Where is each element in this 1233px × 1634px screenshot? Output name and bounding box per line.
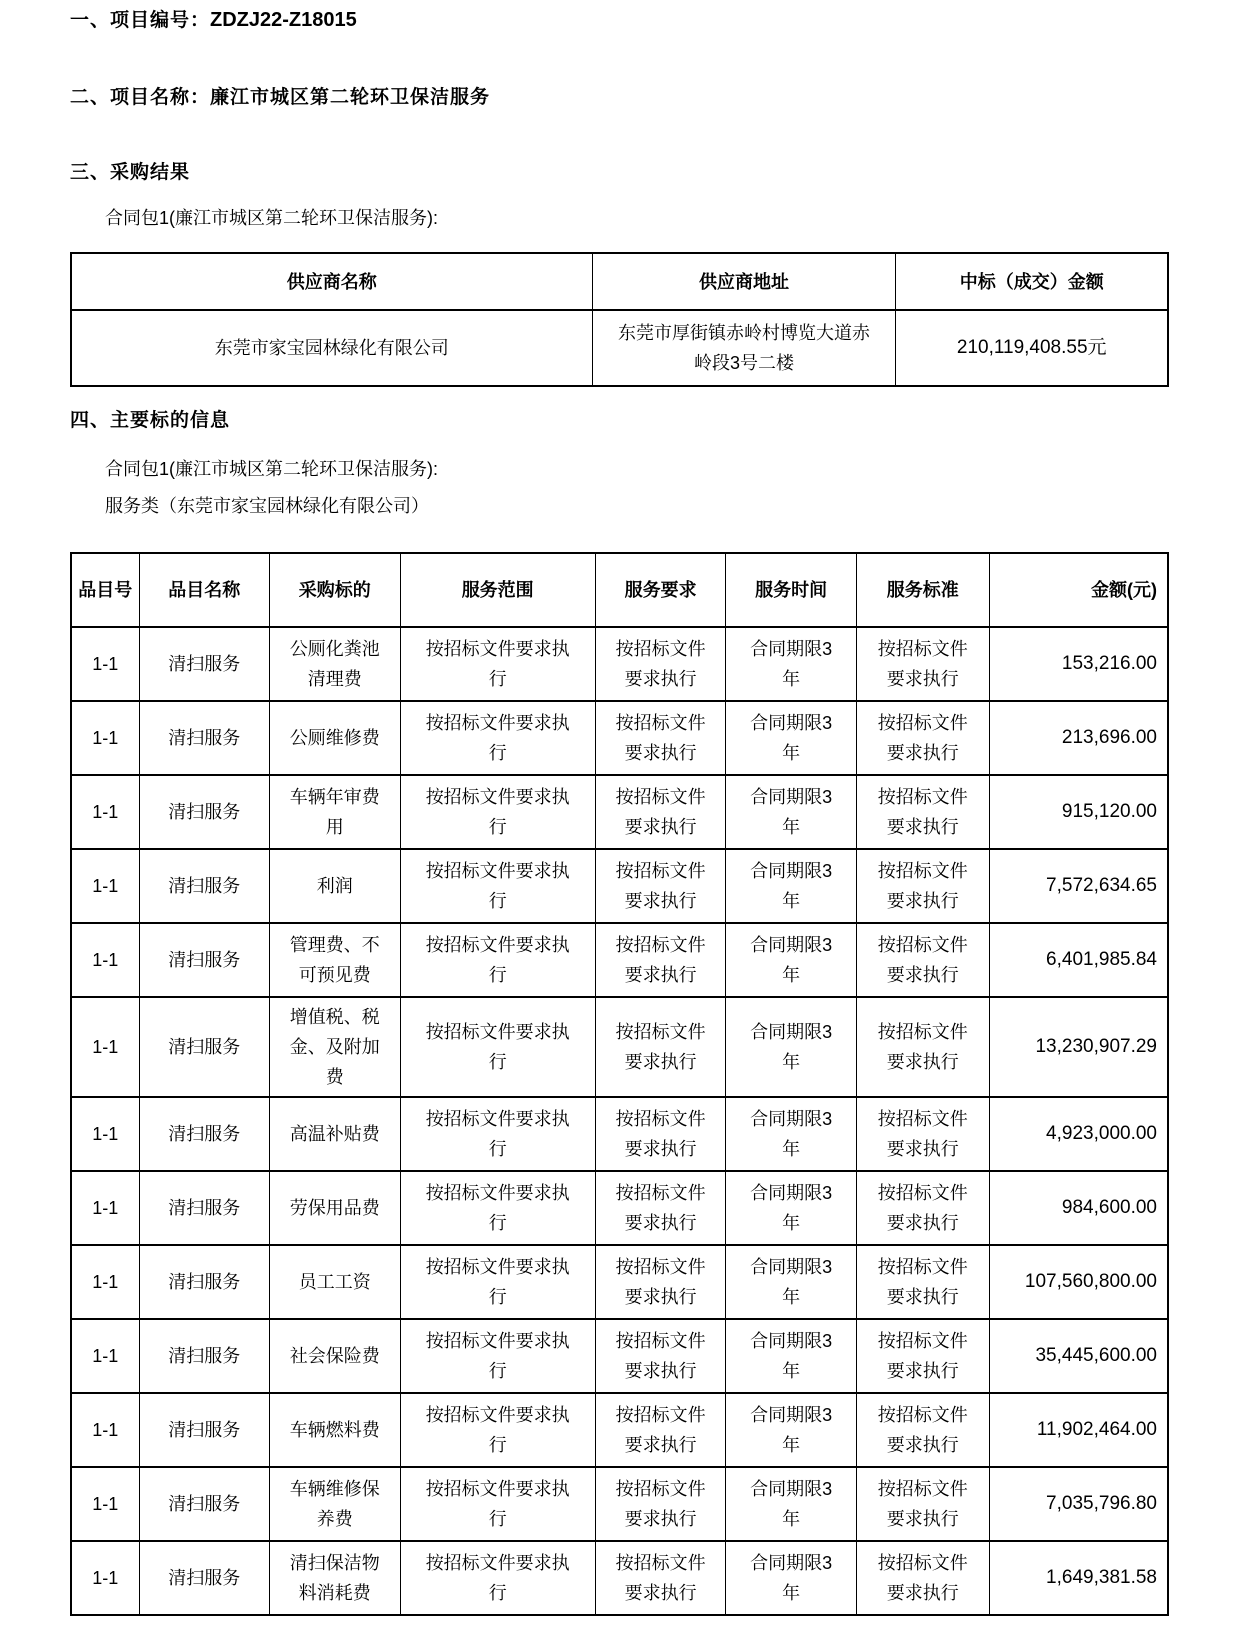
table-cell: 公厕维修费 <box>270 701 401 775</box>
table-cell: 984,600.00 <box>989 1171 1168 1245</box>
table-cell: 按招标文件要求执行 <box>595 997 726 1097</box>
project-name-value: 廉江市城区第二轮环卫保洁服务 <box>210 87 491 108</box>
table-cell: 清扫保洁物料消耗费 <box>270 1541 401 1615</box>
table-cell: 按招标文件要求执行 <box>595 1171 726 1245</box>
table-cell: 13,230,907.29 <box>989 997 1168 1097</box>
main-items-table <box>70 552 1169 1616</box>
table-cell: 按招标文件要求执行 <box>856 923 989 997</box>
section-2-heading <box>70 85 1169 110</box>
table-cell: 按招标文件要求执行 <box>400 1171 595 1245</box>
table-cell: 按招标文件要求执行 <box>856 1319 989 1393</box>
table-cell: 6,401,985.84 <box>989 923 1168 997</box>
table-cell: 按招标文件要求执行 <box>400 627 595 701</box>
table-cell: 清扫服务 <box>139 1097 270 1171</box>
table-cell: 按招标文件要求执行 <box>595 775 726 849</box>
table-cell: 按招标文件要求执行 <box>856 1393 989 1467</box>
table-cell: 按招标文件要求执行 <box>595 1097 726 1171</box>
table-cell: 1-1 <box>71 849 139 923</box>
header-row <box>71 253 1168 310</box>
table-cell: 按招标文件要求执行 <box>856 627 989 701</box>
table-cell: 按招标文件要求执行 <box>595 701 726 775</box>
table-cell: 按招标文件要求执行 <box>856 701 989 775</box>
table-cell: 107,560,800.00 <box>989 1245 1168 1319</box>
project-number-value: ZDZJ22-Z18015 <box>210 9 357 31</box>
table-cell: 按招标文件要求执行 <box>595 627 726 701</box>
table-cell: 按招标文件要求执行 <box>856 1171 989 1245</box>
section-1-heading <box>70 8 1169 33</box>
header-row <box>71 553 1168 627</box>
header-cell: 服务时间 <box>726 553 857 627</box>
table-cell: 1-1 <box>71 1319 139 1393</box>
table-cell: 车辆年审费用 <box>270 775 401 849</box>
table-cell: 按招标文件要求执行 <box>400 1541 595 1615</box>
table-cell: 合同期限3年 <box>726 1467 857 1541</box>
table-cell: 合同期限3年 <box>726 1097 857 1171</box>
table-cell: 高温补贴费 <box>270 1097 401 1171</box>
table-cell: 按招标文件要求执行 <box>595 923 726 997</box>
table-row <box>71 997 1168 1097</box>
table-cell: 按招标文件要求执行 <box>595 1467 726 1541</box>
table-cell: 按招标文件要求执行 <box>400 1245 595 1319</box>
table-cell: 管理费、不可预见费 <box>270 923 401 997</box>
table-cell: 按招标文件要求执行 <box>856 1245 989 1319</box>
project-number-label: 一、项目编号： <box>70 10 211 31</box>
table-cell: 清扫服务 <box>139 1467 270 1541</box>
table-row <box>71 1319 1168 1393</box>
table-cell: 210,119,408.55元 <box>896 310 1168 386</box>
header-cell: 服务标准 <box>856 553 989 627</box>
contract-package-line-2: 合同包1(廉江市城区第二轮环卫保洁服务): <box>105 459 438 479</box>
table-cell: 7,035,796.80 <box>989 1467 1168 1541</box>
contract-package-line-1: 合同包1(廉江市城区第二轮环卫保洁服务): <box>105 208 438 228</box>
header-cell: 采购标的 <box>270 553 401 627</box>
table-cell: 1-1 <box>71 1171 139 1245</box>
table-cell: 按招标文件要求执行 <box>595 1393 726 1467</box>
table-row <box>71 1393 1168 1467</box>
table-cell: 1-1 <box>71 627 139 701</box>
table-cell: 1-1 <box>71 923 139 997</box>
table-cell: 车辆维修保养费 <box>270 1467 401 1541</box>
table-cell: 合同期限3年 <box>726 1393 857 1467</box>
table-cell: 按招标文件要求执行 <box>400 701 595 775</box>
table-cell: 按招标文件要求执行 <box>400 923 595 997</box>
table-cell: 社会保险费 <box>270 1319 401 1393</box>
table-cell: 1-1 <box>71 1393 139 1467</box>
table-cell: 1-1 <box>71 701 139 775</box>
table-cell: 清扫服务 <box>139 1393 270 1467</box>
table-cell: 按招标文件要求执行 <box>595 1245 726 1319</box>
table-row <box>71 1467 1168 1541</box>
table-cell: 35,445,600.00 <box>989 1319 1168 1393</box>
header-cell: 品目名称 <box>139 553 270 627</box>
table-cell: 按招标文件要求执行 <box>400 1393 595 1467</box>
header-cell: 中标（成交）金额 <box>896 253 1168 310</box>
header-cell: 供应商名称 <box>71 253 592 310</box>
table-row <box>71 775 1168 849</box>
service-category-line: 服务类（东莞市家宝园林绿化有限公司） <box>105 496 429 516</box>
table-cell: 员工工资 <box>270 1245 401 1319</box>
table-cell: 按招标文件要求执行 <box>400 997 595 1097</box>
table-cell: 清扫服务 <box>139 1245 270 1319</box>
table-row <box>71 627 1168 701</box>
header-cell: 金额(元) <box>989 553 1168 627</box>
table-cell: 合同期限3年 <box>726 775 857 849</box>
table-cell: 清扫服务 <box>139 627 270 701</box>
table-cell: 合同期限3年 <box>726 1171 857 1245</box>
table-cell: 按招标文件要求执行 <box>400 775 595 849</box>
table-cell: 按招标文件要求执行 <box>856 997 989 1097</box>
table-cell: 213,696.00 <box>989 701 1168 775</box>
table-cell: 按招标文件要求执行 <box>400 1319 595 1393</box>
table-cell: 按招标文件要求执行 <box>400 1097 595 1171</box>
table-row <box>71 1171 1168 1245</box>
header-cell: 服务要求 <box>595 553 726 627</box>
table-cell: 劳保用品费 <box>270 1171 401 1245</box>
table-cell: 合同期限3年 <box>726 1541 857 1615</box>
table-cell: 1-1 <box>71 1245 139 1319</box>
table-cell: 清扫服务 <box>139 701 270 775</box>
table-cell: 合同期限3年 <box>726 701 857 775</box>
table-cell: 合同期限3年 <box>726 627 857 701</box>
table-cell: 清扫服务 <box>139 1171 270 1245</box>
section-3-heading: 三、采购结果 <box>70 162 191 183</box>
table-row <box>71 1245 1168 1319</box>
header-cell: 品目号 <box>71 553 139 627</box>
table-cell: 按招标文件要求执行 <box>400 849 595 923</box>
table-cell: 车辆燃料费 <box>270 1393 401 1467</box>
table-cell: 清扫服务 <box>139 775 270 849</box>
table-cell: 按招标文件要求执行 <box>595 1319 726 1393</box>
table-cell: 清扫服务 <box>139 1541 270 1615</box>
table-row <box>71 1541 1168 1615</box>
table-cell: 153,216.00 <box>989 627 1168 701</box>
table-row <box>71 849 1168 923</box>
table-row <box>71 310 1168 386</box>
table-cell: 1-1 <box>71 1541 139 1615</box>
table-cell: 11,902,464.00 <box>989 1393 1168 1467</box>
table-cell: 7,572,634.65 <box>989 849 1168 923</box>
table-cell: 东莞市家宝园林绿化有限公司 <box>71 310 592 386</box>
table-cell: 清扫服务 <box>139 997 270 1097</box>
table-cell: 公厕化粪池清理费 <box>270 627 401 701</box>
table-cell: 1-1 <box>71 1097 139 1171</box>
project-name-label: 二、项目名称： <box>70 87 211 108</box>
table-cell: 按招标文件要求执行 <box>856 849 989 923</box>
table-cell: 清扫服务 <box>139 923 270 997</box>
table-cell: 1-1 <box>71 775 139 849</box>
table-cell: 按招标文件要求执行 <box>595 1541 726 1615</box>
table-cell: 4,923,000.00 <box>989 1097 1168 1171</box>
table-row <box>71 701 1168 775</box>
section-4-heading: 四、主要标的信息 <box>70 410 231 431</box>
table-cell: 1,649,381.58 <box>989 1541 1168 1615</box>
table-row <box>71 1097 1168 1171</box>
table-cell: 合同期限3年 <box>726 1245 857 1319</box>
table-cell: 东莞市厚街镇赤岭村博览大道赤岭段3号二楼 <box>592 310 896 386</box>
table-cell: 合同期限3年 <box>726 849 857 923</box>
table-cell: 按招标文件要求执行 <box>856 1097 989 1171</box>
table-cell: 增值税、税金、及附加费 <box>270 997 401 1097</box>
table-cell: 合同期限3年 <box>726 1319 857 1393</box>
table-cell: 1-1 <box>71 997 139 1097</box>
header-cell: 服务范围 <box>400 553 595 627</box>
table-cell: 合同期限3年 <box>726 923 857 997</box>
table-cell: 清扫服务 <box>139 849 270 923</box>
table-cell: 915,120.00 <box>989 775 1168 849</box>
header-cell: 供应商地址 <box>592 253 896 310</box>
table-cell: 按招标文件要求执行 <box>856 775 989 849</box>
table-cell: 利润 <box>270 849 401 923</box>
table-cell: 按招标文件要求执行 <box>400 1467 595 1541</box>
table-cell: 合同期限3年 <box>726 997 857 1097</box>
table-cell: 按招标文件要求执行 <box>856 1541 989 1615</box>
procurement-result-table <box>70 252 1169 387</box>
table-cell: 1-1 <box>71 1467 139 1541</box>
table-cell: 按招标文件要求执行 <box>856 1467 989 1541</box>
table-cell: 按招标文件要求执行 <box>595 849 726 923</box>
table-row <box>71 923 1168 997</box>
table-cell: 清扫服务 <box>139 1319 270 1393</box>
